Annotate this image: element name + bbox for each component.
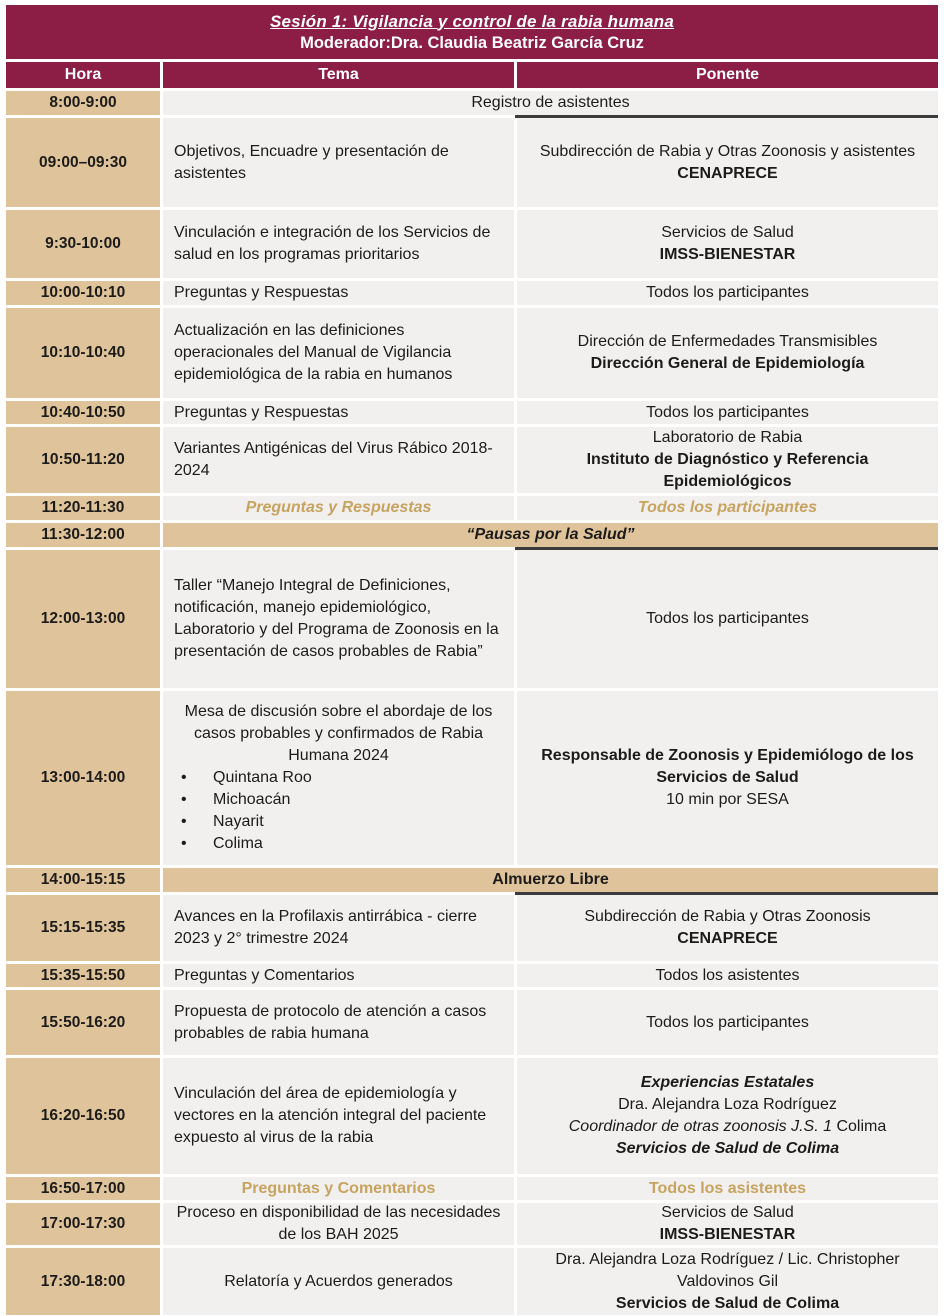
ponente-cell [517, 550, 938, 688]
cell-text-line: Vinculación del área de epidemiología y vectores en la atención integral del paciente expuesto al virus de la rabia [174, 1085, 487, 1146]
ponente-cell [517, 1177, 938, 1200]
cell-text-line: Relatoría y Acuerdos generados [224, 1272, 453, 1290]
bullet-item: • Michoacán [175, 789, 506, 811]
cell-text-line: Todos los asistentes [655, 966, 800, 984]
cell-text-line: Subdirección de Rabia y Otras Zoonosis [584, 908, 871, 925]
cell-text-line: Objetivos, Encuadre y presentación de asistentes [174, 142, 449, 182]
cell-text-line: Vinculación e integración de los Servicios de salud en los programas prioritarios [174, 224, 491, 263]
cell-text-line: Almuerzo Libre [492, 871, 609, 888]
merged-cell [163, 523, 938, 547]
cell-text-line: Todos los participantes [638, 499, 817, 516]
cell-text-line: IMSS-BIENESTAR [659, 1226, 796, 1243]
cell-text-line: Coordinador de otras zoonosis J.S. 1 Colima [568, 1118, 887, 1135]
cell-text-line: Avances en la Profilaxis antirrábica - cierre 2023 y 2° trimestre 2024 [174, 908, 477, 947]
tema-cell [163, 427, 514, 493]
hora-cell: 11:30-12:00 [6, 523, 160, 547]
cell-text-line: Variantes Antigénicas del Virus Rábico 2018-2024 [174, 440, 493, 479]
cell-text-line: IMSS-BIENESTAR [659, 246, 796, 263]
cell-text-line: Registro de asistentes [471, 94, 630, 111]
tema-cell [163, 990, 514, 1055]
hora-cell: 10:40-10:50 [6, 401, 160, 424]
bullet-item: • Quintana Roo [175, 767, 506, 789]
cell-text-line: Todos los asistentes [648, 1179, 807, 1197]
tema-cell [163, 964, 514, 987]
tema-cell [163, 210, 514, 278]
ponente-cell [517, 401, 938, 424]
merged-cell [163, 868, 938, 892]
cell-text-line: Mesa de discusión sobre el abordaje de los casos probables y confirmados de Rabia Humana 2024 [184, 703, 493, 764]
ponente-cell [517, 691, 938, 865]
bullet-icon: • [181, 813, 187, 830]
ponente-cell [517, 1248, 938, 1315]
ponente-cell [517, 308, 938, 398]
cell-text-line: “Pausas por la Salud” [466, 526, 635, 543]
tema-cell [163, 1058, 514, 1174]
hora-cell: 17:00-17:30 [6, 1203, 160, 1245]
hora-cell: 8:00-9:00 [6, 91, 160, 115]
tema-cell [163, 550, 514, 688]
cell-text-line: Preguntas y Respuestas [174, 403, 349, 421]
cell-text-line: Todos los participantes [646, 1013, 809, 1031]
cell-text-line: Preguntas y Respuestas [174, 284, 349, 301]
cell-text-line: Servicios de Salud de Colima [615, 1140, 840, 1157]
tema-cell [163, 281, 514, 305]
cell-text-line: 10 min por SESA [666, 791, 789, 808]
tema-cell [163, 1203, 514, 1245]
tema-cell [163, 118, 514, 207]
cell-text-line: Actualización en las definiciones operacionales del Manual de Vigilancia epidemiológica de la rabia en humanos [174, 322, 453, 383]
tema-cell [163, 691, 514, 865]
cell-text-line: Servicios de Salud [661, 224, 794, 241]
ponente-cell [517, 1203, 938, 1245]
cell-text-line: Dirección General de Epidemiología [590, 355, 865, 372]
cell-text-line: Todos los participantes [646, 284, 809, 301]
cell-text-line: Laboratorio de Rabia [652, 429, 803, 446]
column-header-hora: Hora [6, 62, 160, 88]
hora-cell: 09:00–09:30 [6, 118, 160, 207]
tema-cell [163, 496, 514, 520]
bullet-icon: • [181, 791, 187, 808]
merged-cell [163, 91, 938, 115]
tema-cell [163, 401, 514, 424]
ponente-cell [517, 496, 938, 520]
cell-text-line: CENAPRECE [677, 164, 778, 182]
bullet-icon: • [181, 769, 187, 786]
tema-cell [163, 1248, 514, 1315]
column-header-ponente: Ponente [517, 62, 938, 88]
schedule-table [6, 62, 938, 1315]
hora-cell: 15:35-15:50 [6, 964, 160, 987]
hora-cell: 10:10-10:40 [6, 308, 160, 398]
hora-cell: 12:00-13:00 [6, 550, 160, 688]
cell-text-line: Todos los participantes [646, 403, 809, 421]
cell-text-line: Preguntas y Respuestas [245, 499, 432, 516]
cell-text-line: Taller “Manejo Integral de Definiciones, notificación, manejo epidemiológico, Laboratorio y del Programa de Zoonosis en la presentación de casos probables de Rabia” [174, 577, 499, 660]
cell-text-line: Dirección de Enfermedades Transmisibles [577, 333, 878, 350]
hora-cell: 15:15-15:35 [6, 895, 160, 961]
cell-text-line: Dra. Alejandra Loza Rodríguez / Lic. Christopher Valdovinos Gil [555, 1250, 900, 1290]
hora-cell: 16:50-17:00 [6, 1177, 160, 1200]
ponente-cell [517, 895, 938, 961]
hora-cell: 17:30-18:00 [6, 1248, 160, 1315]
cell-text-line: Preguntas y Comentarios [241, 1179, 436, 1197]
hora-cell: 11:20-11:30 [6, 496, 160, 520]
cell-text-line: Servicios de Salud de Colima [615, 1294, 840, 1312]
bullet-item: • Colima [175, 833, 506, 855]
ponente-cell [517, 210, 938, 278]
hora-cell: 10:50-11:20 [6, 427, 160, 493]
cell-text-line: Instituto de Diagnóstico y Referencia Epidemiológicos [586, 451, 869, 490]
session-title: Sesión 1: Vigilancia y control de la rabia humana [269, 11, 675, 31]
column-header-tema: Tema [163, 62, 514, 88]
cell-text-line: Propuesta de protocolo de atención a casos probables de rabia humana [174, 1002, 487, 1042]
bullet-list [171, 767, 506, 855]
hora-cell: 16:20-16:50 [6, 1058, 160, 1174]
tema-cell [163, 308, 514, 398]
hora-cell: 10:00-10:10 [6, 281, 160, 305]
hora-cell: 14:00-15:15 [6, 868, 160, 892]
ponente-cell [517, 427, 938, 493]
cell-text-line: Dra. Alejandra Loza Rodríguez [618, 1096, 837, 1113]
cell-text-line: Responsable de Zoonosis y Epidemiólogo de los Servicios de Salud [541, 747, 914, 786]
bullet-icon: • [181, 835, 187, 852]
tema-cell [163, 895, 514, 961]
cell-text-line: Preguntas y Comentarios [174, 966, 355, 984]
hora-cell: 15:50-16:20 [6, 990, 160, 1055]
tema-cell [163, 1177, 514, 1200]
ponente-cell [517, 990, 938, 1055]
cell-text-line: Servicios de Salud [661, 1204, 794, 1221]
cell-text-line: CENAPRECE [677, 930, 778, 947]
session-moderator: Moderador:Dra. Claudia Beatriz García Cruz [300, 33, 644, 52]
ponente-cell [517, 281, 938, 305]
session-header [6, 5, 938, 59]
bullet-item: • Nayarit [175, 811, 506, 833]
cell-text-line: Experiencias Estatales [640, 1074, 815, 1091]
ponente-cell [517, 1058, 938, 1174]
ponente-cell [517, 964, 938, 987]
cell-text-line: Subdirección de Rabia y Otras Zoonosis y asistentes [539, 142, 916, 160]
ponente-cell [517, 118, 938, 207]
cell-text-line: Todos los participantes [646, 610, 809, 627]
cell-text-line: Proceso en disponibilidad de las necesidades de los BAH 2025 [176, 1204, 501, 1243]
hora-cell: 9:30-10:00 [6, 210, 160, 278]
hora-cell: 13:00-14:00 [6, 691, 160, 865]
